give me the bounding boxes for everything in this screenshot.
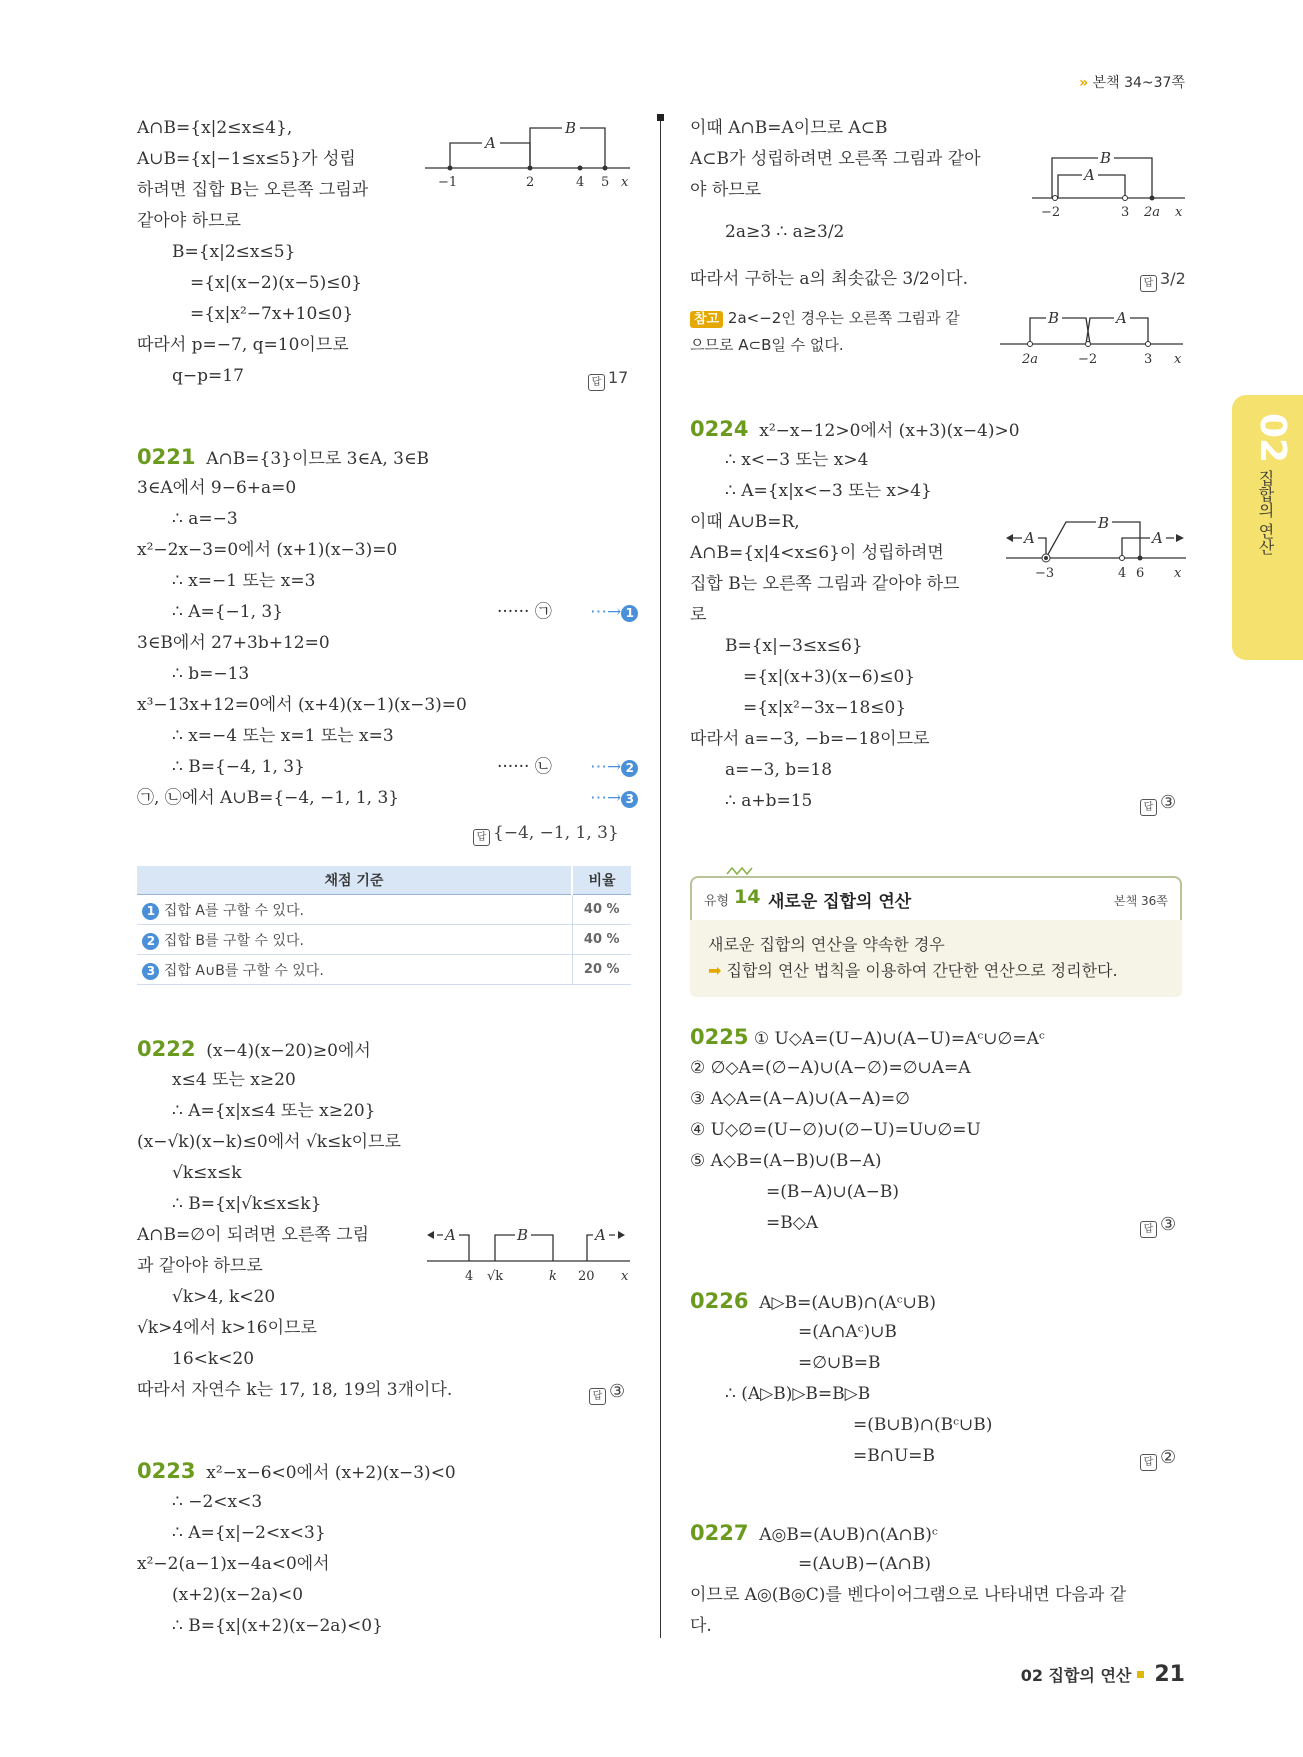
divider-marker — [657, 114, 664, 121]
type-title: 새로운 집합의 연산 — [768, 892, 912, 912]
type-rule-text: 집합의 연산 법칙을 이용하여 간단한 연산으로 정리한다. — [726, 961, 1118, 980]
step-marker — [590, 755, 638, 779]
text-line: ∴ B={x|√k≤x≤k} — [172, 1194, 322, 1214]
tick-label: 3 — [1144, 352, 1153, 367]
answer-box-icon: 답 — [1140, 1454, 1157, 1471]
tick-label: x — [621, 1269, 629, 1284]
set-a-label: A — [1116, 309, 1127, 327]
step-number-icon: 1 — [142, 903, 159, 920]
text-line: ∴ B={−4, 1, 3} — [172, 757, 305, 777]
page-footer — [1021, 1662, 1185, 1687]
problem-type-header — [690, 876, 1182, 922]
answer-value: ③ — [609, 1381, 626, 1402]
text-line: a=−3, b=18 — [725, 760, 833, 780]
problem-number: 0225 — [690, 1025, 749, 1049]
text-line: =(B∪B)∩(Bᶜ∪B) — [853, 1415, 993, 1435]
answer-mark — [1140, 1446, 1176, 1471]
text-line: ∴ A={x|−2<x<3} — [172, 1523, 326, 1543]
text-line: =(A∪B)−(A∩B) — [798, 1554, 932, 1574]
text-line: ㉠, ㉡에서 A∪B={−4, −1, 1, 3} — [137, 788, 400, 808]
type-label: 유형 — [704, 894, 730, 909]
set-a-label: A — [1084, 166, 1095, 184]
problem-0227-first-line — [690, 1521, 938, 1547]
text-line: ∴ −2<x<3 — [172, 1492, 263, 1512]
criteria-text: 집합 A∪B를 구할 수 있다. — [163, 962, 324, 979]
text-line: 과 같아야 하므로 — [137, 1256, 263, 1276]
problem-type-box — [690, 876, 1182, 997]
number-line-figure — [1030, 148, 1190, 222]
problem-number: 0226 — [690, 1289, 749, 1313]
answer-box-icon: 답 — [589, 1388, 606, 1405]
arrow-icon: ⋯→ — [590, 602, 622, 622]
tick-label: x — [1174, 566, 1182, 581]
text-line: 집합 B는 오른쪽 그림과 같아야 하므 — [690, 574, 960, 594]
step-number-icon: 1 — [621, 605, 638, 622]
answer-box-icon: 답 — [1140, 1221, 1157, 1238]
table-cell: 40 % — [572, 895, 631, 925]
text-line: 야 하므로 — [690, 180, 762, 200]
text-line: A∩B=∅이 되려면 오른쪽 그림 — [137, 1225, 370, 1245]
double-chevron-icon: » — [1079, 75, 1089, 91]
answer-value: {−4, −1, 1, 3} — [493, 823, 619, 843]
equation-tag: ······ ㉡ — [497, 757, 552, 777]
text-line: 3∈A에서 9−6+a=0 — [137, 478, 297, 498]
tick-label: 4 — [1118, 566, 1127, 581]
text-line: ∴ A={x|x<−3 또는 x>4} — [725, 481, 932, 501]
text-line: =(A∩Aᶜ)∪B — [798, 1322, 897, 1342]
square-bullet-icon — [1137, 1671, 1144, 1678]
text-line: ∴ x=−4 또는 x=1 또는 x=3 — [172, 726, 394, 746]
zigzag-decoration — [726, 866, 756, 876]
tick-label: 20 — [578, 1269, 595, 1284]
set-b-label: B — [1098, 516, 1110, 532]
text-line: (x−4)(x−20)≥0에서 — [206, 1041, 371, 1061]
step-number-icon: 2 — [142, 933, 159, 950]
set-a-label: A — [445, 1226, 456, 1244]
tick-label: 6 — [1136, 566, 1145, 581]
answer-value: ② — [1160, 1447, 1177, 1468]
text-line: ∴ a+b=15 — [725, 791, 813, 811]
page-number: 21 — [1154, 1662, 1185, 1687]
text-line: ={x|x²−3x−18≤0} — [743, 698, 907, 718]
text-line: ∴ x<−3 또는 x>4 — [725, 450, 869, 470]
equation-tag: ······ ㉠ — [497, 602, 552, 622]
text-line: A∪B={x|−1≤x≤5}가 성립 — [137, 149, 356, 169]
text-line: (x+2)(x−2a)<0 — [172, 1585, 304, 1605]
set-b-label: B — [517, 1226, 529, 1244]
table-cell — [137, 895, 572, 925]
text-line: 이때 A∪B=R, — [690, 512, 800, 532]
text-line: 따라서 구하는 a의 최솟값은 3/2이다. — [690, 269, 968, 289]
problem-number: 0224 — [690, 417, 749, 441]
text-line: 로 — [690, 605, 707, 625]
note-text: 으므로 A⊂B일 수 없다. — [690, 336, 844, 354]
text-line: ={x|(x+3)(x−6)≤0} — [743, 667, 916, 687]
criteria-text: 집합 B를 구할 수 있다. — [163, 932, 304, 949]
problem-0222-first-line — [137, 1037, 371, 1063]
note-line — [690, 306, 960, 332]
tick-label: 2 — [526, 175, 535, 190]
text-line: ④ U◇∅=(U−∅)∪(∅−U)=U∪∅=U — [690, 1120, 981, 1140]
type-reference: 본책 36쪽 — [1114, 894, 1168, 908]
text-line: =(B−A)∪(A−B) — [766, 1182, 900, 1202]
answer-box-icon: 답 — [1140, 799, 1157, 816]
set-a-label: A — [1024, 529, 1035, 547]
text-line: A⊂B가 성립하려면 오른쪽 그림과 같아 — [690, 149, 981, 169]
step-marker — [590, 786, 638, 810]
text-line: (x−√k)(x−k)≤0에서 √k≤k이므로 — [137, 1132, 401, 1152]
tick-label: √k — [487, 1269, 504, 1284]
problem-type-body — [690, 920, 1182, 997]
text-line: 따라서 a=−3, −b=−18이므로 — [690, 729, 930, 749]
text-line: A∩B={x|2≤x≤4}, — [137, 118, 293, 138]
problem-0223-first-line — [137, 1459, 456, 1485]
set-b-label: B — [1048, 309, 1060, 327]
number-line-figure — [1004, 516, 1190, 582]
page-reference-text: 본책 34~37쪽 — [1092, 75, 1185, 91]
text-line: √k≤x≤k — [172, 1163, 242, 1183]
answer-mark — [473, 821, 619, 846]
text-line: 하려면 집합 B는 오른쪽 그림과 — [137, 180, 369, 200]
text-line: 따라서 자연수 k는 17, 18, 19의 3개이다. — [137, 1380, 453, 1400]
text-line: A◎B=(A∪B)∩(A∩B)ᶜ — [759, 1525, 938, 1545]
page-reference — [1079, 72, 1185, 92]
text-line: A▷B=(A∪B)∩(Aᶜ∪B) — [759, 1293, 937, 1313]
problem-number: 0227 — [690, 1521, 749, 1545]
arrow-icon: ⋯→ — [590, 788, 622, 808]
text-line: 같아야 하므로 — [137, 211, 241, 231]
text-line: x²−x−12>0에서 (x+3)(x−4)>0 — [759, 421, 1020, 441]
answer-box-icon: 답 — [1140, 275, 1157, 292]
set-b-label: B — [565, 119, 577, 137]
text-line: ② ∅◇A=(∅−A)∪(A−∅)=∅∪A=A — [690, 1058, 971, 1078]
answer-box-icon: 답 — [588, 374, 605, 391]
number-line-figure — [425, 118, 635, 192]
tick-label: 4 — [465, 1269, 474, 1284]
tick-label: −2 — [1041, 205, 1061, 220]
set-a-label: A — [1152, 529, 1163, 547]
text-line: 3∈B에서 27+3b+12=0 — [137, 633, 330, 653]
text-line: ={x|x²−7x+10≤0} — [190, 304, 354, 324]
scoring-criteria-table — [137, 866, 631, 985]
tick-label: 3 — [1121, 205, 1130, 220]
text-line: x²−2(a−1)x−4a<0에서 — [137, 1554, 330, 1574]
tick-label: −3 — [1035, 566, 1055, 581]
table-cell: 40 % — [572, 925, 631, 955]
step-number-icon: 2 — [621, 760, 638, 777]
tick-label: x — [621, 175, 629, 190]
text-line: ={x|(x−2)(x−5)≤0} — [190, 273, 363, 293]
answer-value: 17 — [608, 368, 629, 387]
criteria-text: 집합 A를 구할 수 있다. — [163, 902, 304, 919]
answer-mark — [588, 366, 628, 391]
tick-label: x — [1174, 352, 1182, 367]
text-line: 16<k<20 — [172, 1349, 255, 1369]
right-arrow-icon: ➡ — [708, 961, 722, 980]
table-cell: 20 % — [572, 955, 631, 985]
step-number-icon: 3 — [142, 963, 159, 980]
set-b-label: B — [1100, 149, 1112, 167]
text-line: 따라서 p=−7, q=10이므로 — [137, 335, 349, 355]
note-text: 2a<−2인 경우는 오른쪽 그림과 같 — [727, 309, 960, 327]
answer-box-icon: 답 — [473, 829, 490, 846]
text-line: ∴ B={x|(x+2)(x−2a)<0} — [172, 1616, 383, 1636]
text-line: ③ A◇A=(A−A)∪(A−A)=∅ — [690, 1089, 910, 1109]
text-line: ∴ A={−1, 3} — [172, 602, 284, 622]
text-line: ∴ (A▷B)▷B=B▷B — [725, 1384, 871, 1404]
footer-chapter: 02 집합의 연산 — [1020, 1666, 1132, 1685]
answer-mark — [1140, 791, 1176, 816]
problem-number: 0222 — [137, 1037, 196, 1061]
number-line-figure — [425, 1223, 635, 1285]
tick-label: 2a — [1022, 352, 1039, 367]
answer-mark — [589, 1380, 625, 1405]
tick-label: 2a — [1144, 205, 1161, 220]
step-number-icon: 3 — [621, 791, 638, 808]
text-line: x²−x−6<0에서 (x+2)(x−3)<0 — [206, 1463, 456, 1483]
text-line: =B∩U=B — [853, 1446, 936, 1466]
text-line: ∴ x=−1 또는 x=3 — [172, 571, 316, 591]
text-line: A∩B={3}이므로 3∈A, 3∈B — [206, 449, 430, 469]
text-line: x≤4 또는 x≥20 — [172, 1070, 296, 1090]
text-line: 이므로 A◎(B◎C)를 벤다이어그램으로 나타내면 다음과 같 — [690, 1585, 1127, 1605]
text-line: =∅∪B=B — [798, 1353, 881, 1373]
tick-label: 4 — [576, 175, 585, 190]
tick-label: −1 — [438, 175, 458, 190]
table-cell — [137, 955, 572, 985]
table-row — [137, 955, 631, 985]
answer-mark — [1140, 267, 1186, 292]
step-marker — [590, 600, 638, 624]
text-line: 2a≥3 ∴ a≥3/2 — [725, 222, 845, 242]
text-line: ∴ b=−13 — [172, 664, 250, 684]
problem-0226-first-line — [690, 1289, 936, 1315]
column-header: 비율 — [572, 866, 631, 895]
text-line: ⑤ A◇B=(A−B)∪(B−A) — [690, 1151, 882, 1171]
table-row — [137, 895, 631, 925]
problem-0221-first-line — [137, 445, 429, 471]
answer-value: ③ — [1160, 792, 1177, 813]
answer-value: ③ — [1160, 1214, 1177, 1235]
tick-label: 5 — [601, 175, 610, 190]
chapter-tab — [1232, 395, 1303, 660]
text-line: =B◇A — [766, 1213, 819, 1233]
text-line: ∴ A={x|x≤4 또는 x≥20} — [172, 1101, 376, 1121]
set-a-label: A — [485, 134, 496, 152]
text-line: B={x|−3≤x≤6} — [725, 636, 863, 656]
tick-label: k — [549, 1269, 557, 1284]
text-line: ① U◇A=(U−A)∪(A−U)=Aᶜ∪∅=Aᶜ — [753, 1029, 1045, 1049]
table-cell — [137, 925, 572, 955]
tick-label: x — [1175, 205, 1183, 220]
type-description: 새로운 집합의 연산을 약속한 경우 — [708, 935, 945, 954]
problem-0224-first-line — [690, 417, 1020, 443]
text-line: 이때 A∩B=A이므로 A⊂B — [690, 118, 888, 138]
text-line: √k>4, k<20 — [172, 1287, 276, 1307]
number-line-figure — [998, 306, 1188, 368]
text-line: q−p=17 — [172, 366, 244, 386]
answer-value: 3/2 — [1160, 269, 1186, 288]
problem-0225-first-line — [690, 1025, 1045, 1051]
set-a-label: A — [595, 1226, 606, 1244]
text-line: x³−13x+12=0에서 (x+4)(x−1)(x−3)=0 — [137, 695, 467, 715]
arrow-icon: ⋯→ — [590, 757, 622, 777]
text-line: √k>4에서 k>16이므로 — [137, 1318, 317, 1338]
text-line: 다. — [690, 1616, 712, 1636]
text-line: x²−2x−3=0에서 (x+1)(x−3)=0 — [137, 540, 398, 560]
text-line: ∴ a=−3 — [172, 509, 238, 529]
table-row — [137, 925, 631, 955]
problem-number: 0223 — [137, 1459, 196, 1483]
chapter-tab-number: 02 — [1252, 413, 1293, 464]
tick-label: −2 — [1078, 352, 1098, 367]
chapter-tab-title: 집합의 연산 — [1256, 470, 1275, 556]
text-line: B={x|2≤x≤5} — [172, 242, 296, 262]
type-rule — [708, 958, 1118, 981]
type-number: 14 — [734, 886, 761, 908]
answer-mark — [1140, 1213, 1176, 1238]
table-header-row — [137, 866, 631, 895]
column-divider — [660, 118, 661, 1638]
text-line: A∩B={x|4<x≤6}이 성립하려면 — [690, 543, 944, 563]
column-header: 채점 기준 — [137, 866, 572, 895]
problem-number: 0221 — [137, 445, 196, 469]
note-badge: 참고 — [690, 311, 723, 328]
